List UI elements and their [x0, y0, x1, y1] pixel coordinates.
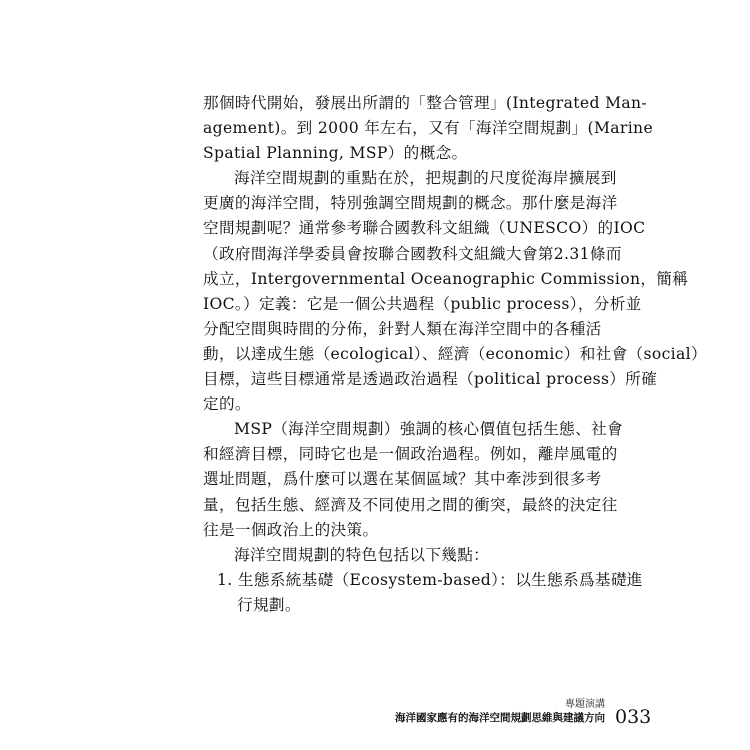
paragraph — [203, 417, 623, 542]
text-line: IOC。）定義：它是一個公共過程（public process），分析並 — [203, 294, 642, 313]
text-line: 和經濟目標，同時它也是一個政治過程。例如，離岸風電的 — [203, 445, 618, 464]
text-line: 空間規劃呢？通常參考聯合國教科文組織（UNESCO）的IOC — [203, 219, 646, 238]
text-line: 往是一個政治上的決策。 — [203, 520, 379, 539]
text-line: 海洋空間規劃的特色包括以下幾點： — [234, 545, 490, 564]
text-line: 成立，Intergovernmental Oceanographic Commission，簡稱 — [203, 269, 689, 288]
text-line: Spatial Planning, MSP）的概念。 — [203, 144, 468, 163]
footer-chapter-title: 海洋國家應有的海洋空間規劃思維與建議方向 — [395, 712, 605, 724]
text-line: （政府間海洋學委員會按聯合國教科文組織大會第2.31條而 — [203, 244, 622, 263]
paragraph — [203, 91, 654, 166]
list-item — [203, 568, 643, 618]
paragraph — [203, 166, 707, 417]
page-body — [203, 91, 707, 618]
page-number: 033 — [615, 706, 652, 728]
text-line: 更廣的海洋空間，特別強調空間規劃的概念。那什麼是海洋 — [203, 194, 618, 213]
text-line: 海洋空間規劃的重點在於，把規劃的尺度從海岸擴展到 — [234, 169, 617, 188]
text-line: 分配空間與時間的分佈，針對人類在海洋空間中的各種活 — [203, 319, 602, 338]
paragraph — [203, 543, 560, 568]
text-line: 動，以達成生態（ecological）、經濟（economic）和社會（social） — [203, 344, 707, 363]
text-line: agement)。到 2000 年左右，又有「海洋空間規劃」(Marine — [203, 119, 654, 138]
text-line: 選址問題，爲什麼可以選在某個區域？其中牽涉到很多考 — [203, 470, 602, 489]
text-line: 目標，這些目標通常是透過政治過程（political process）所確 — [203, 370, 658, 389]
running-footer — [395, 698, 605, 725]
text-line: 行規劃。 — [237, 595, 301, 614]
text-line: 1. 生態系統基礎（Ecosystem-based）：以生態系爲基礎進 — [217, 570, 643, 589]
text-line: MSP（海洋空間規劃）強調的核心價值包括生態、社會 — [234, 420, 623, 439]
footer-section-label: 專題演講 — [565, 699, 605, 710]
text-line: 量，包括生態、經濟及不同使用之間的衝突，最終的決定往 — [203, 495, 618, 514]
text-line: 那個時代開始，發展出所謂的「整合管理」(Integrated Man- — [203, 94, 648, 112]
text-line: 定的。 — [203, 395, 251, 414]
